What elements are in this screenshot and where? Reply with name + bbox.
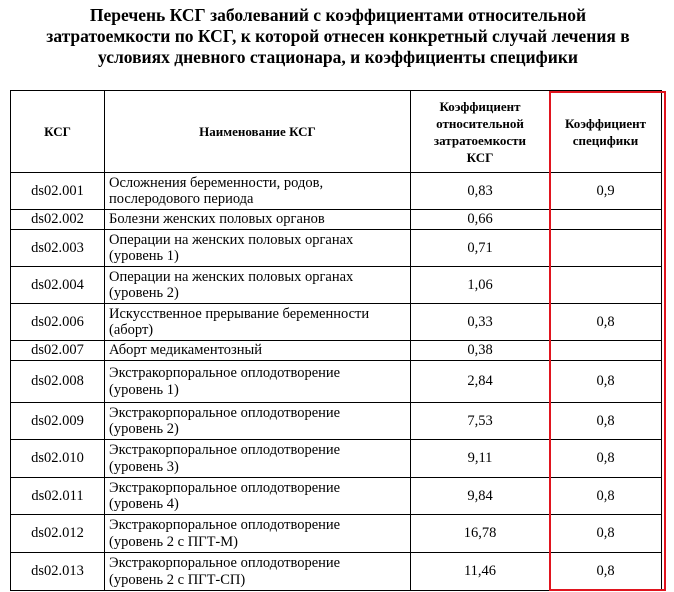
ksg-name-line: Аборт медикаментозный (109, 342, 262, 359)
ksg-name-line: (уровень 4) (109, 496, 179, 512)
ksg-spec (550, 210, 662, 230)
ksg-name (105, 403, 411, 440)
ksg-code: ds02.006 (11, 304, 105, 341)
ksg-coef: 0,33 (411, 304, 550, 341)
table-row (11, 341, 662, 361)
header-coef (411, 91, 550, 173)
ksg-coef: 0,66 (411, 210, 550, 230)
ksg-spec (550, 267, 662, 304)
ksg-name (105, 173, 411, 210)
table-row (11, 304, 662, 341)
ksg-name-line: (уровень 1) (109, 248, 179, 264)
ksg-name-line: Экстракорпоральное оплодотворение (109, 479, 341, 496)
ksg-code: ds02.001 (11, 173, 105, 210)
ksg-spec (550, 230, 662, 267)
ksg-spec: 0,8 (550, 304, 662, 341)
ksg-code: ds02.012 (11, 515, 105, 553)
ksg-name-line: Болезни женских половых органов (109, 211, 325, 228)
table-row (11, 440, 662, 478)
ksg-name-line: (уровень 2 с ПГТ-М) (109, 533, 238, 550)
table-row (11, 210, 662, 230)
table-row (11, 515, 662, 553)
ksg-name-line: (уровень 2) (109, 421, 179, 437)
ksg-coef: 9,11 (411, 440, 550, 478)
ksg-spec: 0,8 (550, 440, 662, 478)
ksg-code: ds02.008 (11, 361, 105, 403)
ksg-spec: 0,8 (550, 478, 662, 515)
ksg-name (105, 210, 411, 230)
table-row (11, 267, 662, 304)
ksg-name-line: Операции на женских половых органах (109, 231, 354, 248)
ksg-spec: 0,9 (550, 173, 662, 210)
ksg-code: ds02.004 (11, 267, 105, 304)
ksg-name-line: Искусственное прерывание беременности (109, 305, 370, 322)
ksg-coef: 2,84 (411, 361, 550, 403)
ksg-code: ds02.003 (11, 230, 105, 267)
ksg-code: ds02.010 (11, 440, 105, 478)
ksg-name-line: (аборт) (109, 322, 154, 338)
ksg-coef: 0,71 (411, 230, 550, 267)
ksg-name-line: Экстракорпоральное оплодотворение (109, 404, 341, 421)
table-row (11, 361, 662, 403)
ksg-coef: 7,53 (411, 403, 550, 440)
ksg-coef: 11,46 (411, 553, 550, 591)
table-header-row (11, 91, 662, 173)
ksg-name (105, 478, 411, 515)
header-coef-line: относительной (436, 115, 524, 131)
table-row (11, 173, 662, 210)
header-coef-line: Коэффициент (439, 98, 521, 114)
ksg-name (105, 230, 411, 267)
ksg-name-line: (уровень 2) (109, 285, 179, 301)
title-line: Перечень КСГ заболеваний с коэффициентами относительной (89, 5, 587, 25)
ksg-name (105, 553, 411, 591)
header-spec-line: Коэффициент (564, 115, 647, 131)
ksg-coef: 0,83 (411, 173, 550, 210)
ksg-table (10, 90, 662, 591)
ksg-spec: 0,8 (550, 361, 662, 403)
header-spec-line: специфики (572, 132, 639, 148)
ksg-name-line: Операции на женских половых органах (109, 268, 354, 285)
ksg-name-line: послеродового периода (109, 191, 254, 207)
ksg-name-line: Экстракорпоральное оплодотворение (109, 517, 341, 533)
table-row (11, 230, 662, 267)
ksg-code: ds02.011 (11, 478, 105, 515)
ksg-name (105, 440, 411, 478)
title-line: затратоемкости по КСГ, к которой отнесен конкретный случай лечения в (46, 26, 630, 46)
header-ksg: КСГ (11, 91, 105, 173)
ksg-code: ds02.002 (11, 210, 105, 230)
ksg-spec: 0,8 (550, 553, 662, 591)
ksg-name-line: (уровень 2 с ПГТ-СП) (109, 571, 246, 588)
ksg-code: ds02.013 (11, 553, 105, 591)
ksg-name-line: Экстракорпоральное оплодотворение (109, 365, 341, 381)
ksg-coef: 0,38 (411, 341, 550, 361)
ksg-name (105, 515, 411, 553)
header-spec (550, 91, 662, 173)
header-coef-line: затратоемкости (433, 132, 527, 148)
table-row (11, 403, 662, 440)
ksg-name (105, 361, 411, 403)
ksg-name (105, 267, 411, 304)
ksg-code: ds02.009 (11, 403, 105, 440)
document-title (14, 5, 662, 68)
ksg-spec: 0,8 (550, 515, 662, 553)
ksg-name-line: Экстракорпоральное оплодотворение (109, 555, 341, 571)
table-row (11, 478, 662, 515)
ksg-name-line: Экстракорпоральное оплодотворение (109, 442, 341, 458)
ksg-name (105, 304, 411, 341)
ksg-spec (550, 341, 662, 361)
ksg-spec: 0,8 (550, 403, 662, 440)
table-row (11, 553, 662, 591)
header-coef-line: КСГ (466, 149, 494, 165)
ksg-name-line: (уровень 3) (109, 458, 179, 475)
ksg-coef: 16,78 (411, 515, 550, 553)
ksg-name (105, 341, 411, 361)
ksg-name-line: Осложнения беременности, родов, (109, 174, 324, 191)
ksg-coef: 1,06 (411, 267, 550, 304)
ksg-coef: 9,84 (411, 478, 550, 515)
title-line: условиях дневного стационара, и коэффициенты специфики (98, 47, 578, 67)
ksg-code: ds02.007 (11, 341, 105, 361)
header-name: Наименование КСГ (105, 91, 411, 173)
ksg-name-line: (уровень 1) (109, 381, 179, 398)
